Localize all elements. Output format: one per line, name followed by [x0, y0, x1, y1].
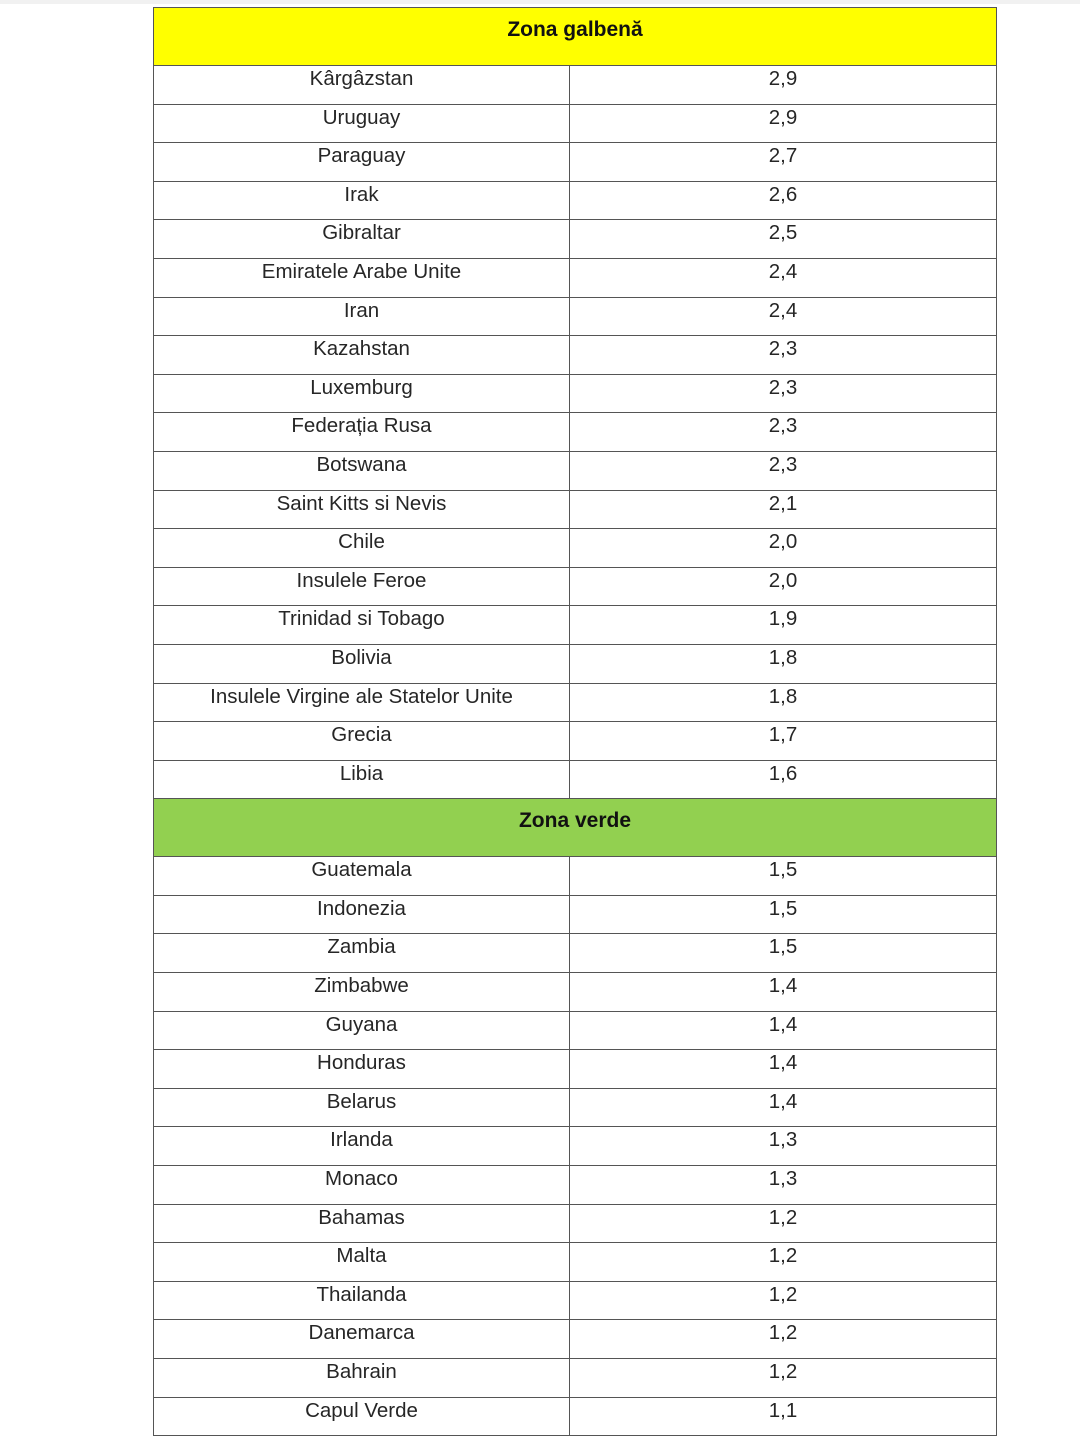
table-row: [154, 1089, 996, 1128]
country-cell: Federația Rusa: [154, 413, 570, 451]
table-row: [154, 1127, 996, 1166]
value-cell: 2,5: [768, 221, 798, 245]
country-cell: Guatemala: [154, 857, 570, 895]
table-row: [154, 529, 996, 568]
table-row: [154, 1359, 996, 1398]
country-cell: Paraguay: [154, 143, 570, 181]
table-row: [154, 220, 996, 259]
value-cell: 2,0: [768, 568, 798, 592]
value-cell: 1,1: [768, 1398, 798, 1422]
country-cell: Zambia: [154, 934, 570, 972]
country-cell: Kârgâzstan: [154, 66, 570, 104]
value-cell: 2,6: [768, 182, 798, 206]
value-cell: 1,8: [768, 684, 798, 708]
country-cell: Luxemburg: [154, 375, 570, 413]
zone-title: Zona galbenă: [507, 18, 643, 41]
value-cell: 1,4: [768, 1012, 798, 1036]
country-cell: Guyana: [154, 1012, 570, 1050]
country-cell: Iran: [154, 298, 570, 336]
country-cell: Malta: [154, 1243, 570, 1281]
value-cell: 2,1: [768, 491, 798, 515]
table-row: [154, 896, 996, 935]
table-row: [154, 66, 996, 105]
country-cell: Belarus: [154, 1089, 570, 1127]
table-row: [154, 413, 996, 452]
country-cell: Monaco: [154, 1166, 570, 1204]
value-cell: 1,9: [768, 607, 798, 631]
table-row: [154, 1012, 996, 1051]
table-row: [154, 1166, 996, 1205]
table-row: [154, 934, 996, 973]
country-cell: Bahrain: [154, 1359, 570, 1397]
table-row: [154, 857, 996, 896]
value-cell: 1,4: [768, 1089, 798, 1113]
table-row: [154, 491, 996, 530]
country-cell: Honduras: [154, 1050, 570, 1088]
country-cell: Grecia: [154, 722, 570, 760]
table-row: [154, 606, 996, 645]
table-row: [154, 1050, 996, 1089]
value-cell: 2,3: [768, 375, 798, 399]
zone-title: Zona verde: [518, 809, 632, 833]
country-cell: Trinidad si Tobago: [154, 606, 570, 644]
zone-header: [154, 8, 996, 66]
table-row: [154, 1398, 996, 1437]
value-cell: 2,3: [768, 414, 798, 438]
table-row: [154, 336, 996, 375]
table-row: [154, 375, 996, 414]
value-cell: 1,2: [768, 1321, 798, 1345]
value-cell: 1,5: [768, 935, 798, 959]
table-row: [154, 105, 996, 144]
country-cell: Libia: [154, 761, 570, 799]
country-cell: Zimbabwe: [154, 973, 570, 1011]
value-cell: 1,3: [768, 1167, 798, 1191]
table-row: [154, 143, 996, 182]
zone-table: [153, 7, 997, 1436]
value-cell: 1,7: [768, 723, 798, 747]
country-cell: Emiratele Arabe Unite: [154, 259, 570, 297]
value-cell: 1,2: [768, 1360, 798, 1383]
country-cell: Insulele Feroe: [154, 568, 570, 606]
value-cell: 1,8: [768, 645, 798, 669]
table-row: [154, 1205, 996, 1244]
table-row: [154, 259, 996, 298]
table-row: [154, 568, 996, 607]
value-cell: 2,3: [768, 337, 798, 361]
country-cell: Kazahstan: [154, 336, 570, 374]
value-cell: 2,9: [768, 67, 798, 90]
value-cell: 2,4: [768, 298, 798, 322]
table-row: [154, 645, 996, 684]
table-row: [154, 452, 996, 491]
value-cell: 1,2: [768, 1244, 798, 1268]
value-cell: 2,0: [768, 530, 798, 554]
country-cell: Irak: [154, 182, 570, 220]
page-top-edge: [0, 0, 1080, 4]
table-row: [154, 1282, 996, 1321]
value-cell: 1,5: [768, 858, 798, 882]
value-cell: 1,4: [768, 974, 798, 998]
country-cell: Saint Kitts si Nevis: [154, 491, 570, 529]
table-row: [154, 182, 996, 221]
zone-header: [154, 799, 996, 857]
value-cell: 1,6: [768, 761, 798, 785]
country-cell: Botswana: [154, 452, 570, 490]
table-row: [154, 1243, 996, 1282]
country-cell: Danemarca: [154, 1320, 570, 1358]
country-cell: Bahamas: [154, 1205, 570, 1243]
value-cell: 2,4: [768, 259, 798, 283]
value-cell: 2,9: [768, 105, 798, 129]
table-row: [154, 722, 996, 761]
country-cell: Capul Verde: [154, 1398, 570, 1436]
value-cell: 1,2: [768, 1282, 798, 1306]
table-row: [154, 1320, 996, 1359]
country-cell: Indonezia: [154, 896, 570, 934]
table-row: [154, 298, 996, 337]
value-cell: 2,3: [768, 452, 798, 476]
country-cell: Gibraltar: [154, 220, 570, 258]
table-row: [154, 973, 996, 1012]
value-cell: 1,4: [768, 1051, 798, 1075]
country-cell: Insulele Virgine ale Statelor Unite: [154, 684, 570, 722]
table-row: [154, 684, 996, 723]
country-cell: Bolivia: [154, 645, 570, 683]
value-cell: 1,3: [768, 1128, 798, 1152]
value-cell: 1,2: [768, 1205, 798, 1229]
country-cell: Irlanda: [154, 1127, 570, 1165]
table-row: [154, 761, 996, 800]
country-cell: Thailanda: [154, 1282, 570, 1320]
value-cell: 1,5: [768, 896, 798, 920]
country-cell: Uruguay: [154, 105, 570, 143]
value-cell: 2,7: [768, 144, 798, 168]
country-cell: Chile: [154, 529, 570, 567]
